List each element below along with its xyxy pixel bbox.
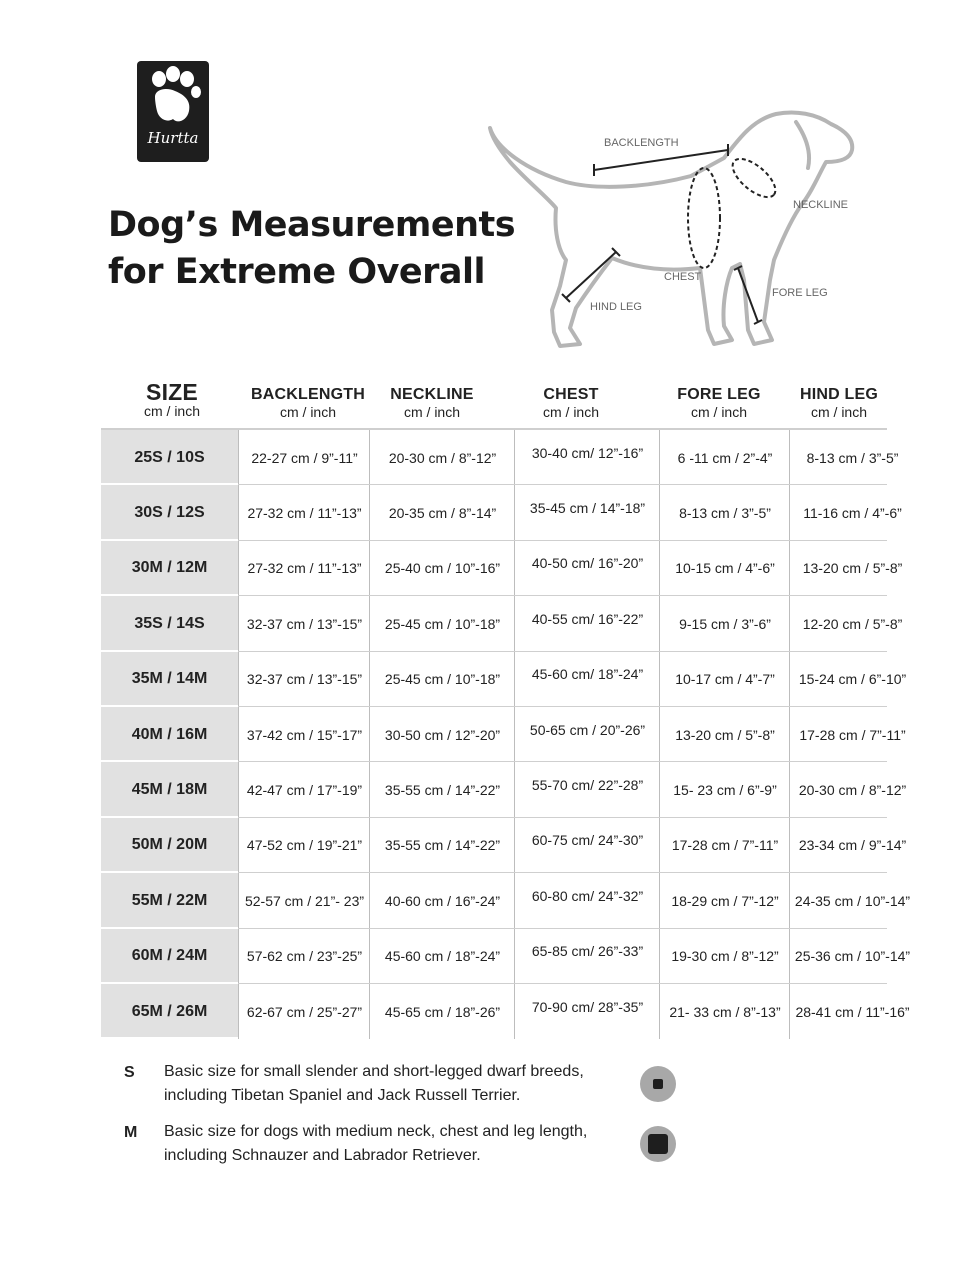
measurement-cell [659, 596, 790, 651]
measure-lines [562, 144, 782, 324]
label-backlength: BACKLENGTH [604, 137, 679, 149]
measurement-cell [514, 929, 660, 984]
brand-wordmark: Hurtta [147, 129, 199, 147]
measurement-cell [514, 818, 660, 873]
measurement-cell [369, 430, 515, 485]
table-row [101, 762, 907, 817]
measurement-cell [238, 541, 370, 596]
cell-text: 40-55 cm/ 16”-22” [531, 610, 644, 627]
cell-text: 13-20 cm / 5”-8” [802, 560, 903, 577]
cell-text: 30S / 12S [134, 504, 205, 522]
header-hind-leg [782, 385, 896, 419]
measurement-cell [238, 707, 370, 762]
cell-text: 21- 33 cm / 8”-13” [669, 1003, 781, 1020]
cell-text: 70-90 cm/ 28”-35” [531, 998, 644, 1015]
header-neckline [372, 385, 492, 419]
cell-text: 50-65 cm / 20”-26” [529, 721, 646, 738]
cell-text: 30-40 cm/ 12”-16” [531, 444, 644, 461]
table-row [101, 984, 910, 1039]
cell-text: 47-52 cm / 19”-21” [246, 837, 363, 854]
measurement-cell [238, 485, 370, 540]
measurement-cell [369, 984, 515, 1039]
measurement-cell [789, 596, 915, 651]
measurement-cell [238, 929, 370, 984]
cell-text: 55M / 22M [131, 891, 208, 909]
cell-text: 28-41 cm / 11”-16” [795, 1003, 910, 1020]
note-medium [124, 1120, 704, 1180]
cell-text: 8-13 cm / 3”-5” [806, 449, 899, 466]
label-fore-leg: FORE LEG [772, 287, 828, 299]
cell-text: 30-50 cm / 12”-20” [384, 726, 501, 743]
cell-text: 35-55 cm / 14”-22” [384, 782, 501, 799]
cell-text: 35-55 cm / 14”-22” [384, 837, 501, 854]
measurement-cell [238, 984, 370, 1039]
cell-text: 45-65 cm / 18”-26” [384, 1003, 501, 1020]
cell-text: 15-24 cm / 6”-10” [798, 671, 907, 688]
cell-text: 27-32 cm / 11”-13” [247, 505, 362, 522]
table-row [101, 485, 902, 540]
cell-text: 11-16 cm / 4”-6” [803, 505, 902, 522]
measurement-cell [789, 707, 915, 762]
cell-text: 17-28 cm / 7”-11” [799, 726, 906, 743]
size-cell [101, 541, 238, 596]
cell-text: 10-15 cm / 4”-6” [675, 560, 775, 577]
measurement-cell [369, 596, 515, 651]
measurement-cell [369, 873, 515, 928]
cell-text: 32-37 cm / 13”-15” [246, 615, 363, 632]
measurement-cell [238, 873, 370, 928]
cell-text: 27-32 cm / 11”-13” [247, 560, 362, 577]
measurement-cell [238, 596, 370, 651]
measurement-cell [789, 818, 915, 873]
cell-text: 25-45 cm / 10”-18” [384, 615, 501, 632]
measurement-cell [659, 541, 790, 596]
cell-text: 15- 23 cm / 6”-9” [673, 782, 777, 799]
cell-text: 9-15 cm / 3”-6” [679, 615, 771, 632]
measurement-cell [369, 485, 515, 540]
table-row [101, 707, 906, 762]
cell-text: 60-80 cm/ 24”-32” [531, 887, 644, 904]
header-neckline-label: NECKLINE [390, 386, 474, 403]
cell-text: 10-17 cm / 4”-7” [675, 671, 775, 688]
small-size-badge-icon [640, 1066, 676, 1102]
note-line: Basic size for small slender and short-legged dwarf breeds, [164, 1063, 584, 1080]
size-cell [101, 929, 238, 984]
cell-text: 40M / 16M [131, 725, 208, 743]
header-hind-leg-label: HIND LEG [799, 386, 879, 403]
cell-text: 60-75 cm/ 24”-30” [531, 832, 644, 849]
measurement-cell [789, 541, 915, 596]
table-body [101, 430, 911, 1039]
cell-text: 45-60 cm / 18”-24” [384, 948, 501, 965]
label-neckline: NECKLINE [793, 199, 849, 211]
cell-text: 25S / 10S [134, 448, 205, 466]
measurement-cell [659, 485, 790, 540]
size-cell [101, 430, 238, 485]
measurement-cell [789, 984, 915, 1039]
cell-text: 35-45 cm / 14”-18” [529, 500, 646, 517]
size-cell [101, 873, 238, 928]
table-row [101, 818, 907, 873]
cell-text: 18-29 cm / 7”-12” [671, 892, 779, 909]
cell-text: 20-30 cm / 8”-12” [798, 782, 907, 799]
measurement-cell [659, 929, 790, 984]
header-chest-unit: cm / inch [542, 404, 599, 420]
size-cell [101, 485, 238, 540]
cell-text: 20-30 cm / 8”-12” [388, 449, 497, 466]
measurement-cell [514, 541, 660, 596]
title-line-2: for Extreme Overall [108, 252, 486, 292]
medium-square-icon [648, 1134, 668, 1154]
header-neckline-unit: cm / inch [403, 404, 460, 420]
measurement-cell [514, 762, 660, 817]
header-fore-leg-unit: cm / inch [690, 404, 747, 420]
cell-text: 35S / 14S [134, 614, 205, 632]
note-text [164, 1120, 644, 1168]
page-title [108, 202, 515, 296]
note-key: M [124, 1124, 138, 1141]
cell-text: 55-70 cm/ 22”-28” [531, 777, 644, 794]
header-size [102, 380, 242, 418]
table-row [101, 652, 907, 707]
measurement-cell [369, 818, 515, 873]
measurement-cell [514, 873, 660, 928]
measurement-cell [659, 873, 790, 928]
medium-size-badge-icon [640, 1126, 676, 1162]
cell-text: 35M / 14M [131, 670, 208, 688]
table-row [101, 873, 911, 928]
header-chest-label: CHEST [543, 386, 599, 403]
size-cell [101, 984, 238, 1039]
note-line: including Schnauzer and Labrador Retriever. [164, 1147, 481, 1164]
cell-text: 19-30 cm / 8”-12” [671, 948, 779, 965]
brand-logo [137, 61, 209, 162]
cell-text: 17-28 cm / 7”-11” [671, 837, 779, 854]
cell-text: 25-40 cm / 10”-16” [384, 560, 501, 577]
measurement-cell [659, 762, 790, 817]
measurement-cell [789, 929, 915, 984]
note-line: including Tibetan Spaniel and Jack Russell Terrier. [164, 1087, 521, 1104]
cell-text: 12-20 cm / 5”-8” [802, 615, 903, 632]
dog-measurement-diagram [486, 100, 866, 355]
cell-text: 25-36 cm / 10”-14” [794, 948, 911, 965]
size-table [101, 428, 911, 1039]
cell-text: 40-60 cm / 16”-24” [384, 892, 501, 909]
measurement-cell [789, 873, 915, 928]
size-cell [101, 818, 238, 873]
header-fore-leg [662, 385, 776, 419]
measurement-cell [789, 652, 915, 707]
table-row [101, 541, 903, 596]
measurement-cell [659, 984, 790, 1039]
measurement-cell [659, 707, 790, 762]
cell-text: 32-37 cm / 13”-15” [246, 671, 363, 688]
cell-text: 60M / 24M [131, 947, 208, 965]
cell-text: 20-35 cm / 8”-14” [388, 505, 497, 522]
cell-text: 65-85 cm/ 26”-33” [531, 943, 644, 960]
size-notes [124, 1060, 704, 1180]
measurement-cell [659, 430, 790, 485]
title-line-1: Dog’s Measurements [108, 205, 516, 245]
header-size-unit: cm / inch [143, 403, 200, 419]
header-backlength-label: BACKLENGTH [251, 386, 365, 403]
cell-text: 37-42 cm / 15”-17” [246, 726, 363, 743]
size-cell [101, 596, 238, 651]
measurement-cell [369, 762, 515, 817]
note-key: S [124, 1064, 135, 1081]
cell-text: 62-67 cm / 25”-27” [246, 1003, 363, 1020]
cell-text: 13-20 cm / 5”-8” [675, 726, 775, 743]
label-hind-leg: HIND LEG [590, 301, 642, 313]
header-backlength-unit: cm / inch [279, 404, 336, 420]
note-line: Basic size for dogs with medium neck, chest and leg length, [164, 1123, 588, 1140]
measurement-cell [369, 707, 515, 762]
measurement-cell [514, 485, 660, 540]
cell-text: 65M / 26M [131, 1002, 208, 1020]
measurement-cell [238, 818, 370, 873]
cell-text: 50M / 20M [131, 836, 208, 854]
size-cell [101, 762, 238, 817]
paw-icon [137, 61, 209, 131]
cell-text: 42-47 cm / 17”-19” [246, 782, 363, 799]
measurement-cell [369, 541, 515, 596]
measurement-cell [789, 485, 915, 540]
header-backlength [238, 385, 378, 419]
cell-text: 22-27 cm / 9”-11” [251, 449, 358, 466]
measurement-cell [659, 818, 790, 873]
size-cell [101, 707, 238, 762]
measurement-cell [514, 984, 660, 1039]
header-hind-leg-unit: cm / inch [810, 404, 867, 420]
table-row [101, 929, 911, 984]
cell-text: 40-50 cm/ 16”-20” [531, 555, 644, 572]
cell-text: 57-62 cm / 23”-25” [246, 948, 363, 965]
measurement-cell [369, 929, 515, 984]
cell-text: 25-45 cm / 10”-18” [384, 671, 501, 688]
measurement-cell [789, 430, 915, 485]
table-header [100, 380, 890, 425]
measurement-cell [238, 430, 370, 485]
measurement-cell [238, 652, 370, 707]
label-chest: CHEST [664, 271, 702, 283]
note-small [124, 1060, 704, 1120]
measurement-cell [369, 652, 515, 707]
size-cell [101, 652, 238, 707]
measurement-cell [659, 652, 790, 707]
small-square-icon [653, 1079, 663, 1089]
header-fore-leg-label: FORE LEG [677, 386, 761, 403]
measurement-cell [789, 762, 915, 817]
cell-text: 30M / 12M [131, 559, 208, 577]
measurement-cell [514, 596, 660, 651]
cell-text: 6 -11 cm / 2”-4” [677, 449, 773, 466]
cell-text: 8-13 cm / 3”-5” [679, 505, 771, 522]
cell-text: 24-35 cm / 10”-14” [794, 892, 911, 909]
measurement-cell [238, 762, 370, 817]
cell-text: 52-57 cm / 21”- 23” [244, 892, 365, 909]
cell-text: 23-34 cm / 9”-14” [798, 837, 907, 854]
cell-text: 45M / 18M [131, 781, 208, 799]
measurement-cell [514, 707, 660, 762]
cell-text: 45-60 cm/ 18”-24” [531, 666, 644, 683]
header-chest [513, 385, 629, 419]
measurement-cell [514, 430, 660, 485]
table-row [101, 430, 899, 485]
header-size-label: SIZE [146, 379, 198, 405]
measurement-cell [514, 652, 660, 707]
table-row [101, 596, 903, 651]
note-text [164, 1060, 644, 1108]
